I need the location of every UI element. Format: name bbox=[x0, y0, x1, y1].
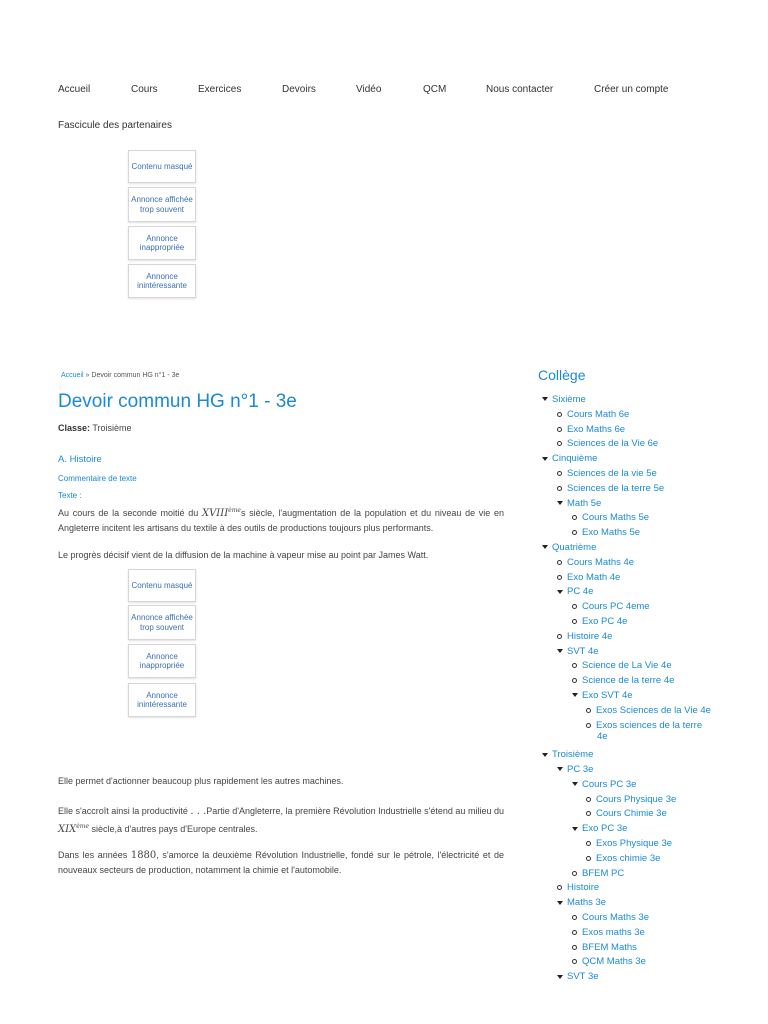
sidebar-tree-link[interactable] bbox=[572, 956, 646, 967]
breadcrumb-home-link[interactable]: Accueil bbox=[61, 372, 84, 379]
sidebar-tree-toggle-item[interactable] bbox=[557, 897, 606, 908]
sidebar-tree-label: Exo SVT 4e bbox=[582, 690, 633, 701]
sidebar-tree-link[interactable] bbox=[557, 557, 634, 568]
expand-arrow-icon bbox=[557, 501, 563, 505]
sidebar-tree-label: Exo Math 4e bbox=[567, 571, 621, 583]
paragraph-4 bbox=[58, 804, 504, 837]
sidebar-tree-label: Sixième bbox=[552, 394, 586, 405]
bullet-icon bbox=[557, 560, 562, 565]
sidebar-tree-link[interactable] bbox=[557, 424, 625, 435]
bullet-icon bbox=[572, 619, 577, 624]
sidebar-tree-link[interactable] bbox=[572, 616, 627, 627]
bullet-icon bbox=[572, 871, 577, 876]
sidebar-tree-link[interactable] bbox=[572, 912, 649, 923]
sidebar-tree-link[interactable] bbox=[586, 838, 672, 849]
sidebar-tree-label: Histoire bbox=[567, 882, 600, 894]
comment-link[interactable]: Commentaire de texte bbox=[58, 474, 137, 483]
ad-hide-content-button[interactable]: Contenu masqué bbox=[128, 150, 196, 183]
sidebar-tree-label: Exos chimie 3e bbox=[596, 852, 661, 864]
sidebar-tree-label: Cours Physique 3e bbox=[596, 793, 677, 805]
bullet-icon bbox=[572, 945, 577, 950]
sidebar-tree-label: QCM Maths 3e bbox=[582, 956, 646, 968]
p1-text-a: Au cours de la seconde moitié du bbox=[58, 508, 202, 518]
sidebar-tree-toggle-item[interactable] bbox=[542, 453, 597, 464]
bullet-icon bbox=[586, 797, 591, 802]
sidebar-tree-label: Exos sciences de la terre bbox=[596, 719, 703, 731]
classe-line bbox=[58, 423, 132, 433]
sidebar-tree-label: Exo Maths 5e bbox=[582, 527, 641, 539]
sidebar-tree-link[interactable] bbox=[557, 631, 612, 642]
p4-text-b: Partie d'Angleterre, la première Révolution Industrielle s'étend au milieu du bbox=[206, 806, 504, 816]
nav-exercices[interactable]: Exercices bbox=[198, 84, 242, 95]
bullet-icon bbox=[572, 930, 577, 935]
sidebar-tree-label: Troisième bbox=[552, 749, 594, 761]
sidebar-tree-link[interactable] bbox=[557, 572, 620, 583]
expand-arrow-icon bbox=[542, 457, 548, 461]
p4-math: XIX bbox=[58, 824, 77, 835]
bullet-icon bbox=[572, 959, 577, 964]
ad-inappropriate-button[interactable]: Annonce inappropriée bbox=[128, 226, 196, 260]
sidebar-tree-toggle-item[interactable] bbox=[572, 823, 627, 834]
ad-too-often-button[interactable]: Annonce affichée trop souvent bbox=[128, 187, 196, 222]
p4-dots: . . . bbox=[190, 806, 207, 817]
sidebar-tree-label: Cours Chimie 3e bbox=[596, 808, 667, 820]
sidebar-tree-label: Science de La Vie 4e bbox=[582, 660, 672, 672]
nav-qcm[interactable]: QCM bbox=[423, 84, 447, 95]
sidebar-tree-label: PC 3e bbox=[567, 764, 594, 775]
nav-accueil[interactable]: Accueil bbox=[58, 84, 91, 95]
expand-arrow-icon bbox=[557, 767, 563, 771]
bullet-icon bbox=[572, 678, 577, 683]
section-heading: A. Histoire bbox=[58, 454, 102, 465]
sidebar-tree-link[interactable] bbox=[586, 720, 702, 742]
sidebar-tree-label: SVT 4e bbox=[567, 645, 599, 657]
expand-arrow-icon bbox=[557, 901, 563, 905]
sidebar-tree-label: Sciences de la Vie 6e bbox=[567, 438, 659, 450]
bullet-icon bbox=[572, 663, 577, 668]
sidebar-tree-toggle-item[interactable] bbox=[557, 764, 593, 775]
bullet-icon bbox=[557, 486, 562, 491]
sidebar-tree-link[interactable] bbox=[557, 483, 664, 494]
nav-devoirs[interactable]: Devoirs bbox=[282, 84, 316, 95]
sidebar-tree-label: Sciences de la terre 5e bbox=[567, 482, 665, 494]
expand-arrow-icon bbox=[542, 753, 548, 757]
breadcrumb-current: Devoir commun HG n°1 - 3e bbox=[91, 372, 180, 379]
sidebar-tree-link[interactable] bbox=[557, 882, 599, 893]
expand-arrow-icon bbox=[542, 397, 548, 401]
ad-hide-content-button[interactable]: Contenu masqué bbox=[128, 569, 196, 602]
sidebar-tree-label: Sciences de la vie 5e bbox=[567, 468, 657, 479]
expand-arrow-icon bbox=[572, 693, 578, 697]
sidebar-tree-toggle-item[interactable] bbox=[557, 971, 599, 982]
ad-uninteresting-button[interactable]: Annonce inintéressante bbox=[128, 683, 196, 717]
sidebar-tree-label: Exo PC 3e bbox=[582, 823, 628, 835]
p4-text-a: Elle s'accroît ainsi la productivité bbox=[58, 806, 191, 816]
sidebar-tree-link[interactable] bbox=[572, 942, 637, 953]
sidebar-tree-label: Cours Maths 3e bbox=[582, 912, 650, 923]
p5-text-b: , s'amorce la deuxième Révolution Industrielle, fondé sur le pétrole, l'électricité et de nouveaux secteurs de production, notamment la chimie et l'automobile. bbox=[58, 850, 505, 875]
p1-text-b: s siècle, l'augmentation de la population et du niveau de vie en Angleterre incitent les artisans du textile à des outils de productions toujours plus performants. bbox=[58, 508, 504, 533]
paragraph-5 bbox=[58, 848, 504, 878]
expand-arrow-icon bbox=[557, 975, 563, 979]
bullet-icon bbox=[557, 885, 562, 890]
sidebar-tree-label: Exos Sciences de la Vie 4e bbox=[596, 704, 711, 716]
sidebar-tree-link[interactable] bbox=[572, 927, 645, 938]
bullet-icon bbox=[586, 723, 591, 728]
bullet-icon bbox=[586, 841, 591, 846]
classe-value: Troisième bbox=[92, 423, 132, 433]
expand-arrow-icon bbox=[572, 782, 578, 786]
sidebar-tree-link[interactable] bbox=[572, 527, 640, 538]
expand-arrow-icon bbox=[557, 649, 563, 653]
sidebar-tree-label: Cours Maths 4e bbox=[567, 556, 635, 568]
bullet-icon bbox=[557, 575, 562, 580]
ad-too-often-button[interactable]: Annonce affichée trop souvent bbox=[128, 605, 196, 640]
sidebar-tree-label: Exo PC 4e bbox=[582, 616, 628, 627]
nav-nous-contacter[interactable]: Nous contacter bbox=[486, 84, 554, 95]
page-title: Devoir commun HG n°1 - 3e bbox=[58, 391, 297, 412]
nav-cours[interactable]: Cours bbox=[131, 84, 158, 95]
bullet-icon bbox=[586, 856, 591, 861]
bullet-icon bbox=[572, 604, 577, 609]
expand-arrow-icon bbox=[557, 590, 563, 594]
sidebar-tree-link[interactable] bbox=[572, 660, 672, 671]
breadcrumb-separator: » bbox=[85, 372, 90, 379]
nav-video[interactable]: Vidéo bbox=[356, 84, 382, 95]
sidebar-tree-toggle-item[interactable] bbox=[542, 542, 596, 553]
p4-sup: ème bbox=[76, 823, 89, 830]
sidebar-tree-link[interactable] bbox=[586, 705, 711, 716]
p5-text-a: Dans les années bbox=[58, 850, 131, 860]
texte-label: Texte : bbox=[58, 491, 82, 500]
sidebar-title: Collège bbox=[538, 367, 586, 383]
p1-math: XVIII bbox=[201, 508, 229, 519]
sidebar-tree-toggle-item[interactable] bbox=[572, 690, 633, 701]
sidebar-tree-label: Cours PC 4eme bbox=[582, 601, 650, 613]
sidebar-tree-link[interactable] bbox=[557, 409, 629, 420]
sidebar-tree-link[interactable] bbox=[572, 512, 649, 523]
p1-sup: ème bbox=[228, 507, 241, 514]
p5-year: 1880 bbox=[130, 850, 157, 861]
nav-creer-compte[interactable]: Créer un compte bbox=[594, 84, 669, 95]
sidebar-tree-label: Exos Physique 3e bbox=[596, 838, 673, 849]
sidebar-tree-label: Exos maths 3e bbox=[582, 926, 645, 938]
p4-text-c: siècle,à d'autres pays d'Europe centrales. bbox=[89, 824, 258, 834]
bullet-icon bbox=[586, 811, 591, 816]
sidebar-tree-label: Histoire 4e bbox=[567, 630, 613, 642]
bullet-icon bbox=[572, 530, 577, 535]
sidebar-tree-link[interactable] bbox=[572, 868, 624, 879]
sidebar-tree-label: Cours PC 3e bbox=[582, 778, 637, 790]
sidebar-tree-label: Cinquième bbox=[552, 453, 598, 465]
sidebar-tree-label: Math 5e bbox=[567, 497, 602, 509]
bullet-icon bbox=[557, 412, 562, 417]
bullet-icon bbox=[557, 441, 562, 446]
sidebar-tree-label: BFEM PC bbox=[582, 867, 625, 879]
bullet-icon bbox=[557, 427, 562, 432]
sidebar-tree-toggle-item[interactable] bbox=[557, 646, 599, 657]
sidebar-tree-toggle-item[interactable] bbox=[572, 779, 636, 790]
sidebar-tree-label: Maths 3e bbox=[567, 897, 607, 909]
bullet-icon bbox=[557, 471, 562, 476]
bullet-icon bbox=[557, 634, 562, 639]
sidebar-tree-label: Cours Math 6e bbox=[567, 408, 630, 420]
sidebar-tree-toggle-item[interactable] bbox=[542, 749, 593, 760]
sidebar-tree-link[interactable] bbox=[586, 808, 667, 819]
bullet-icon bbox=[572, 515, 577, 520]
bullet-icon bbox=[586, 708, 591, 713]
bullet-icon bbox=[572, 915, 577, 920]
sidebar-tree-link[interactable] bbox=[572, 601, 650, 612]
ad-inappropriate-button[interactable]: Annonce inappropriée bbox=[128, 644, 196, 678]
paragraph-2: Le progrès décisif vient de la diffusion de la machine à vapeur mise au point par James Watt. bbox=[58, 550, 429, 560]
sidebar-tree-link[interactable] bbox=[586, 794, 676, 805]
sidebar-tree-label: BFEM Maths bbox=[582, 941, 637, 953]
paragraph-3: Elle permet d'actionner beaucoup plus rapidement les autres machines. bbox=[58, 776, 344, 786]
sidebar-tree-label-continued: 4e bbox=[597, 730, 608, 742]
sidebar-tree-link[interactable] bbox=[557, 468, 657, 479]
classe-label: Classe: bbox=[58, 423, 91, 433]
ad-uninteresting-button[interactable]: Annonce inintéressante bbox=[128, 264, 196, 298]
sidebar-tree-label: Cours Maths 5e bbox=[582, 512, 650, 524]
sidebar-tree-label: Exo Maths 6e bbox=[567, 423, 626, 435]
sidebar-tree-label: Science de la terre 4e bbox=[582, 675, 675, 687]
expand-arrow-icon bbox=[572, 827, 578, 831]
paragraph-1 bbox=[58, 503, 504, 536]
sidebar-tree-label: Quatrième bbox=[552, 542, 597, 553]
sidebar-tree-link[interactable] bbox=[557, 438, 658, 449]
sidebar-tree-label: PC 4e bbox=[567, 586, 594, 598]
sidebar-tree-link[interactable] bbox=[572, 675, 674, 686]
expand-arrow-icon bbox=[542, 545, 548, 549]
sidebar-tree-toggle-item[interactable] bbox=[542, 394, 586, 405]
sidebar-tree-label: SVT 3e bbox=[567, 971, 599, 983]
sidebar-tree-link[interactable] bbox=[586, 853, 660, 864]
breadcrumb bbox=[61, 372, 179, 379]
partners-text: Fascicule des partenaires bbox=[58, 120, 172, 131]
sidebar-tree-toggle-item[interactable] bbox=[557, 498, 601, 509]
sidebar-tree-toggle-item[interactable] bbox=[557, 586, 593, 597]
